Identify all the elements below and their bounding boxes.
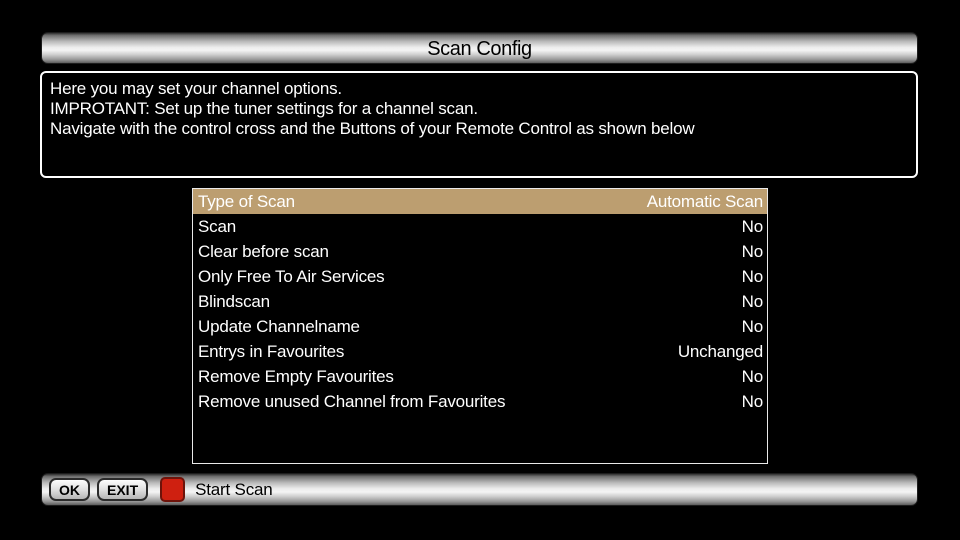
setting-label: Clear before scan [198,241,329,261]
setting-value: No [741,241,763,261]
setting-label: Scan [198,216,236,236]
info-line: Navigate with the control cross and the Buttons of your Remote Control as shown below [50,119,695,138]
info-line: Here you may set your channel options. [50,79,342,98]
settings-row-clear-before-scan[interactable] [193,239,767,264]
info-box [40,71,918,178]
info-line: IMPROTANT: Set up the tuner settings for a channel scan. [50,99,478,118]
setting-value: No [741,316,763,336]
setting-label: Remove Empty Favourites [198,366,394,386]
setting-value: No [741,391,763,411]
footer-bar [41,473,918,506]
page-title: Scan Config [427,38,532,60]
setting-value: No [741,366,763,386]
settings-row-type-of-scan[interactable] [193,189,767,214]
setting-label: Entrys in Favourites [198,341,345,361]
setting-value: No [741,216,763,236]
settings-row-entrys-in-favourites[interactable] [193,339,767,364]
red-square-icon [160,477,185,502]
start-scan-label: Start Scan [195,479,273,499]
ok-button[interactable] [49,478,90,501]
setting-value: Unchanged [677,341,763,361]
start-scan-action[interactable] [160,477,272,502]
setting-value: No [741,291,763,311]
setting-label: Type of Scan [198,191,295,211]
settings-row-scan[interactable] [193,214,767,239]
setting-label: Only Free To Air Services [198,266,385,286]
settings-row-only-fta-services[interactable] [193,264,767,289]
settings-row-remove-empty-favourites[interactable] [193,364,767,389]
settings-row-update-channelname[interactable] [193,314,767,339]
exit-button[interactable] [97,478,148,501]
exit-button-label: EXIT [107,481,139,498]
title-bar [41,32,918,64]
setting-label: Blindscan [198,291,270,311]
setting-value: No [741,266,763,286]
settings-row-remove-unused-channel[interactable] [193,389,767,414]
settings-list [192,188,768,464]
setting-value: Automatic Scan [646,191,763,211]
ok-button-label: OK [59,481,80,498]
setting-label: Remove unused Channel from Favourites [198,391,506,411]
setting-label: Update Channelname [198,316,360,336]
settings-row-blindscan[interactable] [193,289,767,314]
